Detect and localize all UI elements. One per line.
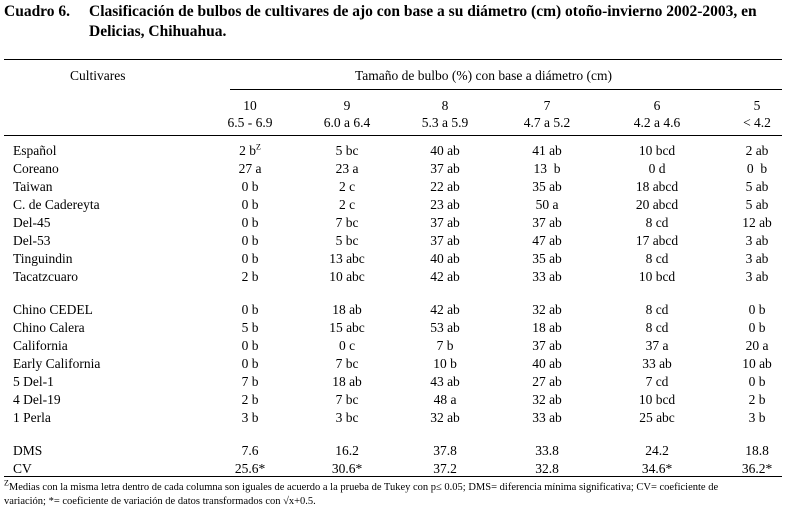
table-cell	[400, 319, 490, 336]
table-cell	[712, 142, 788, 159]
cell-value: 32 ab	[430, 410, 460, 425]
footnote-marker: Z	[4, 478, 9, 488]
table-cell	[712, 301, 788, 318]
cell-value: 16.2	[335, 443, 359, 458]
table-cell	[400, 142, 490, 159]
table-cell	[712, 355, 788, 372]
cell-value: 8 cd	[645, 251, 669, 266]
cell-value: 32 ab	[532, 302, 562, 317]
cell-value: 5 bc	[335, 233, 359, 248]
cell-value: 37.8	[433, 443, 457, 458]
table-cell	[612, 268, 702, 285]
cell-value: 42 ab	[430, 302, 460, 317]
column-header-range: 4.2 a 4.6	[633, 115, 681, 130]
cell-value: 0 b	[241, 197, 259, 212]
cell-value: 25.6*	[234, 461, 266, 476]
table-cell	[712, 160, 788, 177]
table-cell	[612, 355, 702, 372]
table-cell	[400, 301, 490, 318]
cell-value: 3 ab	[745, 233, 769, 248]
table-cell	[400, 196, 490, 213]
table-cell	[400, 232, 490, 249]
table-cell	[612, 391, 702, 408]
row-cultivar-name: 5 Del-1	[13, 374, 54, 389]
table-cell	[400, 460, 490, 477]
table-cell	[302, 391, 392, 408]
cell-value: 2 b	[241, 269, 259, 284]
cell-value: 18 ab	[332, 302, 362, 317]
cell-value: 2 b	[239, 143, 256, 158]
table-cell	[502, 250, 592, 267]
table-cell	[302, 250, 392, 267]
table-cell	[712, 178, 788, 195]
cell-value: 41 ab	[532, 143, 562, 158]
table-cell	[400, 268, 490, 285]
cell-value: 3 ab	[745, 269, 769, 284]
table-cell	[205, 214, 295, 231]
table-cell	[302, 214, 392, 231]
cell-value: 33 ab	[642, 356, 672, 371]
table-cell	[400, 214, 490, 231]
cell-value: 0 b	[241, 338, 259, 353]
cell-value: 0 b	[241, 215, 259, 230]
row-cultivar-name: Taiwan	[13, 179, 53, 194]
row-cultivar-name: Early California	[13, 356, 101, 371]
table-cell	[502, 442, 592, 459]
table-cell	[712, 460, 788, 477]
cell-value: 0 b	[746, 161, 768, 176]
cell-value: 33.8	[535, 443, 559, 458]
table-cell	[502, 319, 592, 336]
cell-value: 15 abc	[329, 320, 365, 335]
cell-value: 53 ab	[430, 320, 460, 335]
table-cell	[205, 250, 295, 267]
table-cell	[205, 442, 295, 459]
table-cell	[302, 160, 392, 177]
column-header-range: 4.7 a 5.2	[523, 115, 571, 130]
cell-value: 27 ab	[532, 374, 562, 389]
table-cell	[612, 337, 702, 354]
cell-value: 10 ab	[742, 356, 772, 371]
cell-value: 0 b	[241, 233, 259, 248]
cell-value: 33 ab	[532, 410, 562, 425]
table-cell	[400, 373, 490, 390]
cell-value: 0 b	[241, 302, 259, 317]
table-cell	[302, 142, 392, 159]
table-cell	[302, 355, 392, 372]
table-cell	[502, 160, 592, 177]
table-cell	[205, 337, 295, 354]
table-cell	[205, 268, 295, 285]
table-cell	[302, 442, 392, 459]
cell-value: 17 abcd	[635, 233, 679, 248]
cell-value: 43 ab	[430, 374, 460, 389]
table-cell	[502, 214, 592, 231]
table-cell	[205, 178, 295, 195]
table-cell	[712, 196, 788, 213]
table-cell	[502, 142, 592, 159]
table-cell	[205, 319, 295, 336]
cell-value: 37 ab	[532, 215, 562, 230]
cell-value: 48 a	[433, 392, 457, 407]
table-cell	[612, 301, 702, 318]
cell-value: 0 b	[748, 320, 766, 335]
cell-value: 7 b	[436, 338, 454, 353]
cell-value: 10 bcd	[638, 269, 676, 284]
row-cultivar-name: Coreano	[13, 161, 59, 176]
table-cell	[712, 373, 788, 390]
cell-value: 32.8	[535, 461, 559, 476]
caption-label: Cuadro 6.	[4, 3, 71, 20]
cell-value: 47 ab	[532, 233, 562, 248]
cell-value: 35 ab	[532, 179, 562, 194]
cell-value: 18.8	[745, 443, 769, 458]
cell-value: 33 ab	[532, 269, 562, 284]
cell-value: 3 bc	[335, 410, 359, 425]
table-cell	[612, 250, 702, 267]
caption-title-line1: Clasificación de bulbos de cultivares de ajo con base a su diámetro (cm) otoño-invierno 2002-2003, en	[89, 3, 757, 20]
cell-value: 23 ab	[430, 197, 460, 212]
header-group-rule	[230, 89, 782, 90]
footnote	[4, 478, 784, 509]
table-cell	[302, 337, 392, 354]
table-cell	[612, 319, 702, 336]
table-cell	[302, 409, 392, 426]
table-cell	[400, 250, 490, 267]
table-cell	[712, 391, 788, 408]
table-cell	[502, 355, 592, 372]
cell-value: 0 b	[241, 179, 259, 194]
table-cell	[612, 196, 702, 213]
cell-value: 7 bc	[335, 356, 359, 371]
column-header-num: 7	[543, 98, 551, 113]
footnote-line1: Medias con la misma letra dentro de cada columna son iguales de acuerdo a la prueba de Tukey con p≤ 0.05; DMS= diferencia mínima significativa; CV= coeficiente de	[8, 482, 719, 493]
cell-value: 37 ab	[532, 338, 562, 353]
row-cultivar-name: Chino Calera	[13, 320, 85, 335]
cell-value: 0 b	[241, 251, 259, 266]
cell-value: 24.2	[645, 443, 669, 458]
cell-value: 7 bc	[335, 215, 359, 230]
cell-value: 3 b	[241, 410, 259, 425]
table-cell	[712, 268, 788, 285]
table-cell	[205, 409, 295, 426]
table-cell	[502, 460, 592, 477]
row-cultivar-name: California	[13, 338, 68, 353]
cell-value: 7 cd	[645, 374, 669, 389]
row-cultivar-name: Tinguindin	[13, 251, 73, 266]
table-cell	[712, 319, 788, 336]
row-cultivar-name: 1 Perla	[13, 410, 51, 425]
table-cell	[302, 232, 392, 249]
table-cell	[302, 301, 392, 318]
cell-value: 10 b	[433, 356, 457, 371]
table-cell	[302, 319, 392, 336]
cell-value: 10 abc	[329, 269, 365, 284]
top-rule	[4, 59, 782, 60]
cell-value: 25 abc	[639, 410, 675, 425]
cell-value: 3 ab	[745, 251, 769, 266]
cell-value: 5 ab	[745, 179, 769, 194]
cell-value: 18 ab	[532, 320, 562, 335]
table-cell	[205, 391, 295, 408]
row-cultivar-name: CV	[13, 461, 32, 476]
table-cell	[612, 409, 702, 426]
table-cell	[400, 391, 490, 408]
table-cell	[205, 355, 295, 372]
table-cell	[502, 337, 592, 354]
table-cell	[712, 442, 788, 459]
header-bottom-rule	[4, 135, 782, 136]
cell-value: 37 ab	[430, 215, 460, 230]
cell-value: 0 d	[648, 161, 666, 176]
cell-value: 0 b	[241, 356, 259, 371]
cell-value: 27 a	[238, 161, 262, 176]
cell-value: 18 ab	[332, 374, 362, 389]
cell-value: 13 b	[533, 161, 561, 176]
row-cultivar-name: DMS	[13, 443, 43, 458]
table-cell	[712, 409, 788, 426]
header-group-title: Tamaño de bulbo (%) con base a diámetro (cm)	[355, 68, 612, 83]
table-cell	[302, 460, 392, 477]
cell-value: 37 a	[645, 338, 669, 353]
table-cell	[502, 232, 592, 249]
cell-value: 0 b	[748, 374, 766, 389]
cell-value: 8 cd	[645, 302, 669, 317]
table-cell	[712, 337, 788, 354]
table-cell	[400, 409, 490, 426]
table-cell	[612, 460, 702, 477]
column-header-range: 5.3 a 5.9	[421, 115, 469, 130]
table-cell	[612, 442, 702, 459]
cell-value: 10 bcd	[638, 392, 676, 407]
table-cell	[612, 373, 702, 390]
table-cell	[205, 142, 295, 159]
cell-value: 2 c	[338, 197, 356, 212]
cell-value: 12 ab	[742, 215, 772, 230]
column-header-range: 6.5 - 6.9	[227, 115, 273, 130]
table-cell	[205, 160, 295, 177]
table-cell	[205, 460, 295, 477]
cell-value: 7.6	[241, 443, 259, 458]
cell-value: 20 a	[745, 338, 769, 353]
cell-value: 42 ab	[430, 269, 460, 284]
table-cell	[205, 373, 295, 390]
cell-value: 36.2*	[741, 461, 773, 476]
row-cultivar-name: 4 Del-19	[13, 392, 61, 407]
cell-value: 5 ab	[745, 197, 769, 212]
cell-value: 40 ab	[532, 356, 562, 371]
cell-value: 7 bc	[335, 392, 359, 407]
column-header-num: 8	[441, 98, 449, 113]
row-cultivar-name: Chino CEDEL	[13, 302, 93, 317]
cell-value: 37 ab	[430, 161, 460, 176]
row-cultivar-name: Tacatzcuaro	[13, 269, 79, 284]
cell-value: 37 ab	[430, 233, 460, 248]
table-cell	[400, 160, 490, 177]
column-header-num: 9	[343, 98, 351, 113]
cell-value: 32 ab	[532, 392, 562, 407]
table-cell	[502, 409, 592, 426]
cell-value: 22 ab	[430, 179, 460, 194]
table-cell	[400, 337, 490, 354]
row-cultivar-name: Español	[13, 143, 57, 158]
table-cell	[612, 178, 702, 195]
row-cultivar-name: Del-53	[13, 233, 51, 248]
table-cell	[502, 301, 592, 318]
table-cell	[502, 196, 592, 213]
cell-value: 2 b	[241, 392, 259, 407]
table-cell	[612, 142, 702, 159]
table-cell	[712, 214, 788, 231]
cell-value: 50 a	[535, 197, 559, 212]
table-cell	[502, 178, 592, 195]
table-cell	[205, 196, 295, 213]
cell-value: 3 b	[748, 410, 766, 425]
cell-value: 7 b	[241, 374, 259, 389]
cell-value: 35 ab	[532, 251, 562, 266]
table-cell	[205, 232, 295, 249]
table-cell	[502, 373, 592, 390]
cell-value: 37.2	[433, 461, 457, 476]
cell-value: 0 c	[338, 338, 356, 353]
header-cultivares: Cultivares	[70, 68, 126, 83]
cell-value: 5 b	[241, 320, 259, 335]
table-cell	[302, 268, 392, 285]
cell-value: 18 abcd	[635, 179, 679, 194]
table-cell	[400, 355, 490, 372]
cell-value: 8 cd	[645, 320, 669, 335]
table-cell	[612, 232, 702, 249]
cell-value: 8 cd	[645, 215, 669, 230]
cell-value: 2 ab	[745, 143, 769, 158]
table-cell	[400, 178, 490, 195]
bottom-rule	[4, 476, 782, 477]
table-cell	[502, 391, 592, 408]
cell-value: 20 abcd	[635, 197, 679, 212]
cell-value: 30.6*	[331, 461, 363, 476]
cell-value: 40 ab	[430, 251, 460, 266]
cell-value: 13 abc	[329, 251, 365, 266]
column-header-range: 6.0 a 6.4	[323, 115, 371, 130]
cell-value: 40 ab	[430, 143, 460, 158]
cell-value: 2 c	[338, 179, 356, 194]
table-cell	[302, 196, 392, 213]
column-header-num: 10	[243, 98, 257, 113]
table-cell	[302, 373, 392, 390]
table-cell	[712, 232, 788, 249]
cell-value: 34.6*	[641, 461, 673, 476]
caption-title-line2: Delicias, Chihuahua.	[89, 23, 227, 40]
table-cell	[712, 250, 788, 267]
row-cultivar-name: C. de Cadereyta	[13, 197, 100, 212]
cell-value: 2 b	[748, 392, 766, 407]
table-cell	[205, 301, 295, 318]
cell-value: 5 bc	[335, 143, 359, 158]
cell-value: 10 bcd	[638, 143, 676, 158]
footnote-line2: variación; *= coeficiente de variación de datos transformados con √x+0.5.	[4, 496, 316, 507]
column-header-num: 6	[653, 98, 661, 113]
cell-value: 23 a	[335, 161, 359, 176]
table-cell	[612, 214, 702, 231]
column-header-num: 5	[753, 98, 761, 113]
cell-superscript: Z	[255, 142, 261, 152]
row-cultivar-name: Del-45	[13, 215, 51, 230]
column-header-range: < 4.2	[743, 115, 771, 130]
table-cell	[612, 160, 702, 177]
table-cell	[502, 268, 592, 285]
table-cell	[302, 178, 392, 195]
table-cell	[400, 442, 490, 459]
cell-value: 0 b	[748, 302, 766, 317]
